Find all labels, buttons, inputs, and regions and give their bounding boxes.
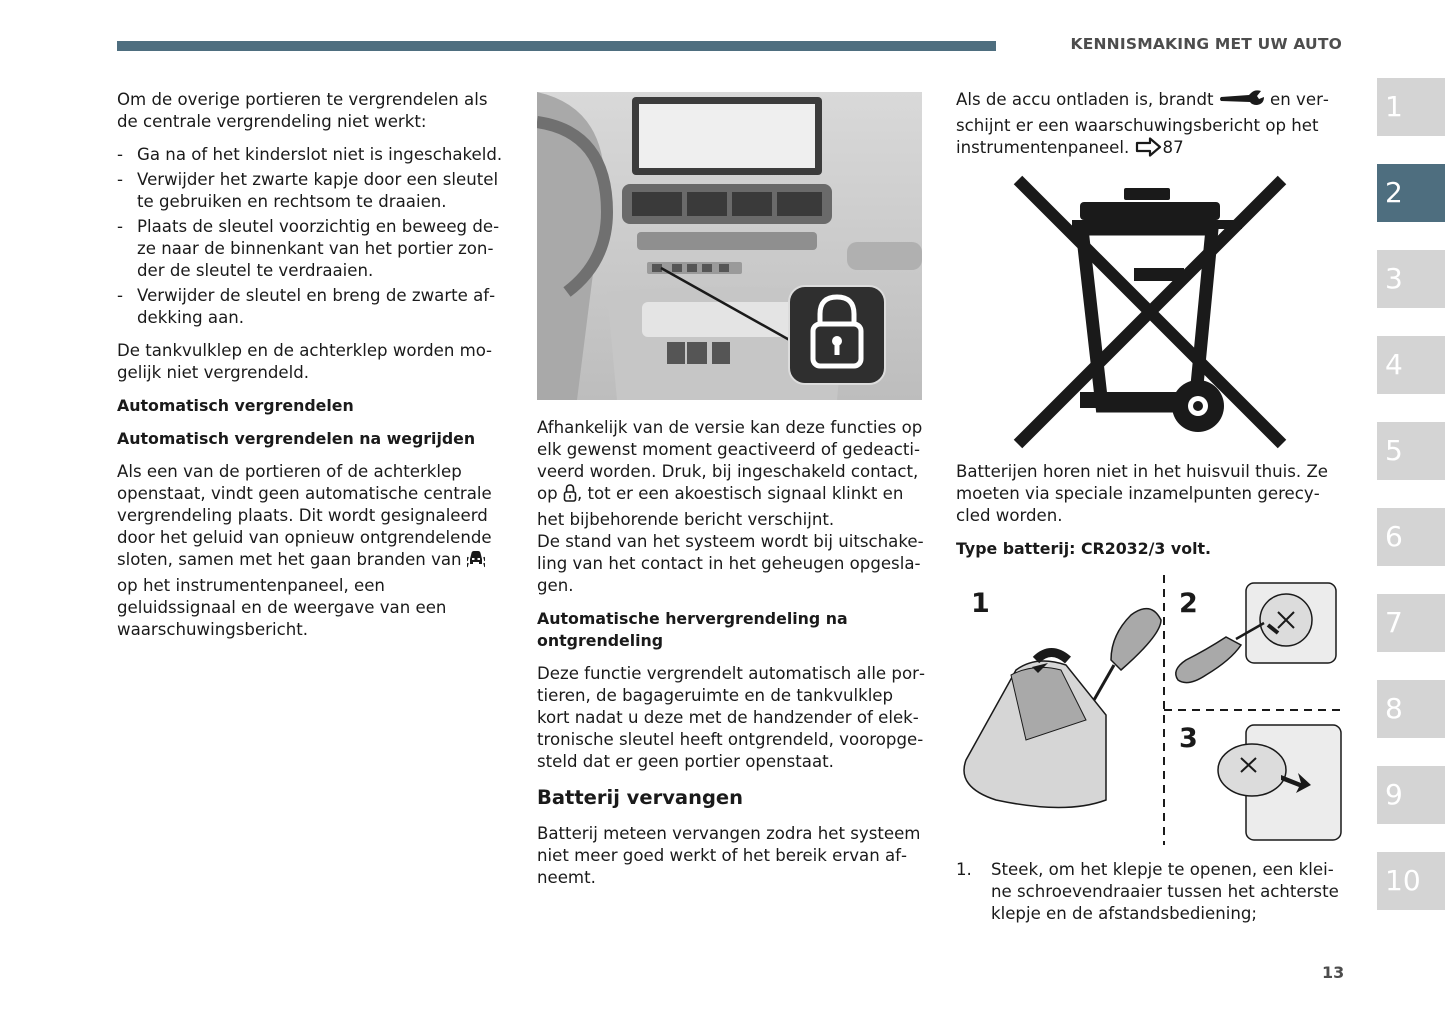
auto-lock-paragraph: Als een van de portieren of de achterklep openstaat, vindt geen automatische centrale vergrendeling plaats. Dit wordt gesignaleerd door het geluid van opnieuw ontgrendelende sloten, samen met het gaan branden van op het instrumentenpaneel, een geluidssignaal en de weergave van een waarschuwingsbericht.: [117, 462, 492, 639]
tab-chapter-1[interactable]: 1: [1377, 78, 1445, 136]
lock-icon: [563, 483, 577, 509]
header-bar: [117, 41, 996, 51]
tab-chapter-7[interactable]: 7: [1377, 594, 1445, 652]
battery-steps-figure: [956, 575, 1346, 850]
disposal-paragraph: Batterijen horen niet in het huisvuil thuis. Ze moeten via speciale inzamelpunten gerecycled worden.: [956, 462, 1329, 525]
list-item: 1. Steek, om het klepje te openen, een kleine schroevendraaier tussen het achterste klepje en de afstandsbediening;: [956, 860, 1339, 923]
figure-label-2: 2: [1179, 588, 1198, 619]
tab-chapter-9[interactable]: 9: [1377, 766, 1445, 824]
chapter-title: KENNISMAKING MET UW AUTO: [1070, 35, 1342, 53]
tab-chapter-10[interactable]: 10: [1377, 852, 1445, 910]
tab-chapter-4[interactable]: 4: [1377, 336, 1445, 394]
tab-chapter-8[interactable]: 8: [1377, 680, 1445, 738]
memory-paragraph: De stand van het systeem wordt bij uitschakeling van het contact in het geheugen opgeslagen.: [537, 532, 924, 595]
steps-list: [117, 144, 509, 329]
wrench-icon: [1219, 89, 1265, 115]
toggle-paragraph: Afhankelijk van de versie kan deze functies op elk gewenst moment geactiveerd of gedeactiveerd worden. Druk, bij ingeschakeld contact, op , tot er een akoestisch signaal klinkt en het bijbehorende bericht verschijnt.: [537, 418, 923, 529]
list-item: - Verwijder het zwarte kapje door een sleutel te gebruiken en rechtsom te draaien.: [117, 169, 509, 213]
column-3: [956, 89, 1346, 163]
list-item: - Ga na of het kinderslot niet is ingeschakeld.: [117, 144, 509, 166]
door-open-icon: [467, 549, 485, 575]
figure-label-3: 3: [1179, 723, 1198, 754]
battery-type: Type batterij: CR2032/3 volt.: [956, 539, 1212, 558]
list-item: - Verwijder de sleutel en breng de zwarte afdekking aan.: [117, 285, 509, 329]
arrow-ref-icon: [1135, 137, 1163, 163]
column-2: [537, 417, 925, 889]
heading-auto-lock-driving: Automatisch vergrendelen na wegrijden: [117, 429, 476, 448]
battery-paragraph: Batterij meteen vervangen zodra het systeem niet meer goed werkt of het bereik ervan afneemt.: [537, 824, 921, 887]
tab-chapter-6[interactable]: 6: [1377, 508, 1445, 566]
dashboard-photo: [537, 92, 922, 400]
discharged-paragraph: Als de accu ontladen is, brandt en verschijnt er een waarschuwingsbericht op het instrumentenpaneel. 87: [956, 89, 1346, 163]
heading-auto-lock: Automatisch vergrendelen: [117, 396, 354, 415]
note-paragraph: De tankvulklep en de achterklep worden mogelijk niet vergrendeld.: [117, 341, 492, 382]
tab-chapter-2[interactable]: 2: [1377, 164, 1445, 222]
intro-paragraph: Om de overige portieren te vergrendelen als de centrale vergrendeling niet werkt:: [117, 90, 488, 131]
list-item: - Plaats de sleutel voorzichtig en beweeg deze naar de binnenkant van het portier zonder de sleutel te verdraaien.: [117, 216, 509, 282]
column-1: [117, 89, 509, 641]
tab-chapter-5[interactable]: 5: [1377, 422, 1445, 480]
recycle-bin-crossed-icon: [1012, 174, 1288, 450]
column-3-lower: [956, 461, 1346, 560]
page-number: 13: [1322, 963, 1345, 982]
section-title: Batterij vervangen: [537, 786, 744, 809]
battery-steps-list: [956, 859, 1346, 925]
relock-paragraph: Deze functie vergrendelt automatisch alle portieren, de bagageruimte en de tankvulklep kort nadat u deze met de handzender of elektronische sleutel heeft ontgrendeld, vooropgesteld dat er geen portier openstaat.: [537, 664, 925, 771]
figure-label-1: 1: [971, 588, 990, 619]
heading-relock: Automatische hervergrendeling na ontgrendeling: [537, 609, 848, 650]
tab-chapter-3[interactable]: 3: [1377, 250, 1445, 308]
